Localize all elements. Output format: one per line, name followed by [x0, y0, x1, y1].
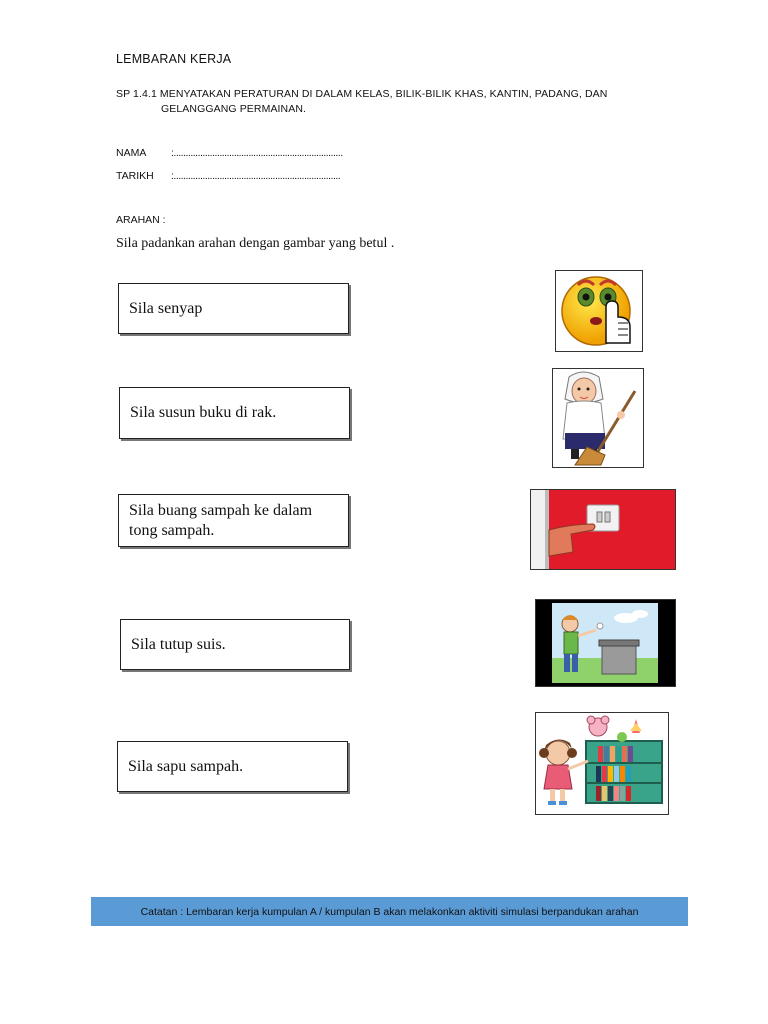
girl-bookshelf-icon — [535, 712, 669, 815]
page-title: LEMBARAN KERJA — [116, 52, 232, 66]
standard-line-1: SP 1.4.1 MENYATAKAN PERATURAN DI DALAM KELAS, BILIK-BILIK KHAS, KANTIN, PADANG, DAN — [116, 88, 608, 100]
sweeping-girl-icon — [552, 368, 644, 468]
statement-box-4: Sila tutup suis. — [120, 619, 350, 670]
light-switch-icon — [530, 489, 676, 570]
footer-note: Catatan : Lembaran kerja kumpulan A / kumpulan B akan melakonkan aktiviti simulasi berpandukan arahan — [91, 897, 688, 926]
boy-trash-bin-icon — [535, 599, 676, 687]
statement-box-3: Sila buang sampah ke dalam tong sampah. — [118, 494, 349, 547]
statement-box-1: Sila senyap — [118, 283, 349, 334]
nama-label: NAMA — [116, 147, 147, 159]
nama-field: :...................................................................... — [171, 147, 343, 159]
statement-box-2: Sila susun buku di rak. — [119, 387, 350, 439]
tarikh-field: :..................................................................... — [171, 170, 341, 182]
arahan-label: ARAHAN : — [116, 214, 166, 226]
tarikh-label: TARIKH — [116, 170, 154, 182]
standard-line-2: GELANGGANG PERMAINAN. — [161, 103, 307, 115]
shush-emoji-icon — [555, 270, 643, 352]
instruction-text: Sila padankan arahan dengan gambar yang betul . — [116, 236, 395, 251]
statement-box-5: Sila sapu sampah. — [117, 741, 348, 792]
